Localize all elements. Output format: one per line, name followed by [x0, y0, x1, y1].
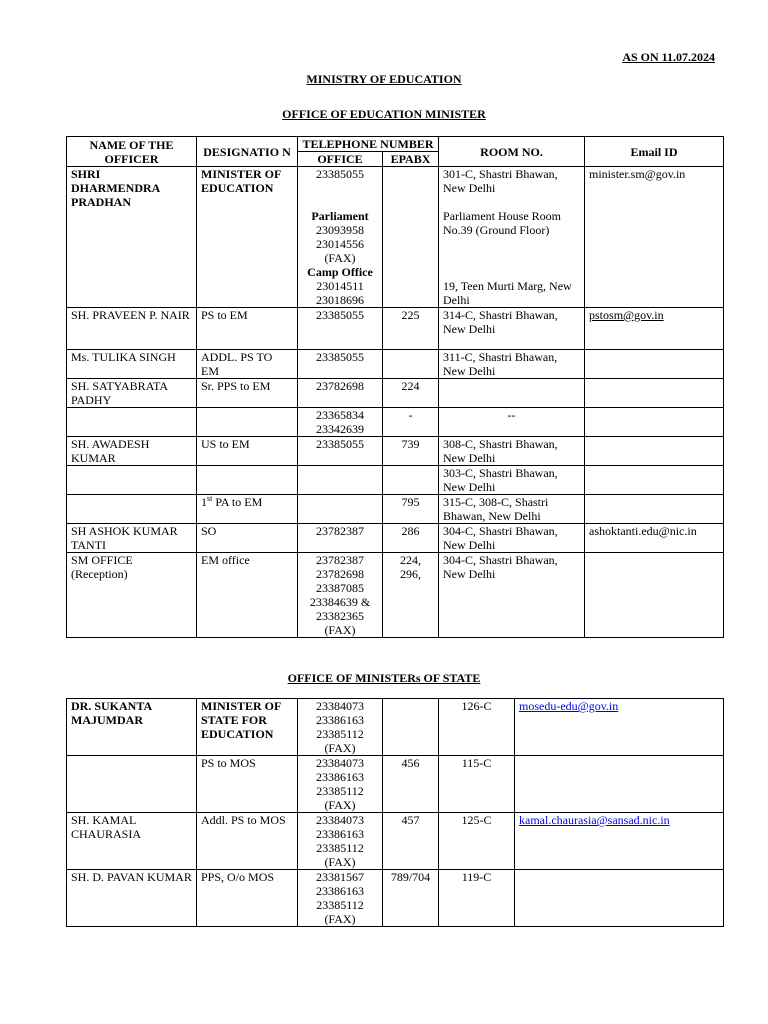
epabx [383, 699, 439, 756]
em-office-table [66, 136, 724, 638]
phone-number: 23014511 [316, 279, 364, 293]
table-row [67, 308, 724, 350]
room-no: 304-C, Shastri Bhawan, New Delhi [439, 553, 585, 638]
table-row [67, 408, 724, 437]
table-row [67, 495, 724, 524]
fax-label: (FAX) [324, 623, 356, 637]
mos-title: OFFICE OF MINISTERs OF STATE [287, 671, 481, 685]
office-phone [298, 553, 383, 638]
phone-number: 23093958 [316, 223, 364, 237]
room-no: 315-C, 308-C, Shastri Bhawan, New Delhi [439, 495, 585, 524]
email-id [515, 756, 724, 813]
office-phone [298, 408, 383, 437]
room-no: 125-C [439, 813, 515, 870]
table-row [67, 524, 724, 553]
as-on-date: AS ON 11.07.2024 [622, 50, 715, 64]
officer-designation: MINISTER OF EDUCATION [197, 167, 298, 308]
col-header-email: Email ID [585, 137, 724, 167]
email-id [585, 379, 724, 408]
officer-designation: PS to MOS [197, 756, 298, 813]
epabx [383, 466, 439, 495]
office-phone: 23782387 [298, 524, 383, 553]
room-no: 311-C, Shastri Bhawan, New Delhi [439, 350, 585, 379]
room-no: 304-C, Shastri Bhawan, New Delhi [439, 524, 585, 553]
table-row [67, 699, 724, 756]
col-header-name: NAME OF THE OFFICER [67, 137, 197, 167]
col-header-telephone: TELEPHONE NUMBER [298, 137, 439, 152]
epabx: 739 [383, 437, 439, 466]
table-row [67, 167, 724, 308]
officer-designation: 1st PA to EM [197, 495, 298, 524]
col-header-room: ROOM NO. [439, 137, 585, 167]
room-address: 19, Teen Murti Marg, New Delhi [443, 279, 572, 307]
epabx: 789/704 [383, 870, 439, 927]
phone-number: 23385055 [316, 167, 364, 181]
officer-name [67, 756, 197, 813]
officer-name: DR. SUKANTA MAJUMDAR [67, 699, 197, 756]
header-row [67, 137, 724, 152]
room-no: 314-C, Shastri Bhawan, New Delhi [439, 308, 585, 350]
office-phone: 23385055 [298, 350, 383, 379]
officer-designation: ADDL. PS TO EM [197, 350, 298, 379]
fax-label: (FAX) [324, 251, 356, 265]
room-no: 126-C [439, 699, 515, 756]
officer-name: Ms. TULIKA SINGH [67, 350, 197, 379]
office-phone [298, 167, 383, 308]
mos-office-table [66, 698, 724, 927]
epabx: 457 [383, 813, 439, 870]
email-id[interactable]: ashoktanti.edu@nic.in [585, 524, 724, 553]
phone-number: 23342639 [316, 422, 364, 436]
email-id [585, 350, 724, 379]
officer-designation: US to EM [197, 437, 298, 466]
officer-designation [197, 466, 298, 495]
office-phone: 23782698 [298, 379, 383, 408]
room-no: 115-C [439, 756, 515, 813]
parliament-label: Parliament [311, 209, 369, 223]
room-no: 308-C, Shastri Bhawan, New Delhi [439, 437, 585, 466]
officer-name: SH ASHOK KUMAR TANTI [67, 524, 197, 553]
epabx: 225 [383, 308, 439, 350]
phone-number: 23014556 [316, 237, 364, 251]
room-no: -- [439, 408, 585, 437]
epabx: 286 [383, 524, 439, 553]
phone-number: 23782698 [316, 567, 364, 581]
officer-designation: Sr. PPS to EM [197, 379, 298, 408]
officer-name: SM OFFICE (Reception) [67, 553, 197, 638]
officer-designation: Addl. PS to MOS [197, 813, 298, 870]
room-no [439, 167, 585, 308]
ministry-title: MINISTRY OF EDUCATION [306, 72, 462, 86]
epabx [383, 350, 439, 379]
table-row [67, 379, 724, 408]
table-row [67, 466, 724, 495]
table-row [67, 553, 724, 638]
officer-name: SH. KAMAL CHAURASIA [67, 813, 197, 870]
col-header-designation: DESIGNATIO N [197, 137, 298, 167]
room-no: 119-C [439, 870, 515, 927]
officer-name: SH. AWADESH KUMAR [67, 437, 197, 466]
phone-number: 23387085 [316, 581, 364, 595]
office-phone: 23384073 23386163 23385112 (FAX) [298, 699, 383, 756]
epabx: 456 [383, 756, 439, 813]
officer-designation: SO [197, 524, 298, 553]
email-id[interactable]: pstosm@gov.in [585, 308, 724, 350]
epabx: - [383, 408, 439, 437]
epabx [383, 167, 439, 308]
office-phone: 23384073 23386163 23385112 (FAX) [298, 813, 383, 870]
phone-number: 23384639 & [309, 595, 371, 609]
office-phone [298, 495, 383, 524]
table-row [67, 870, 724, 927]
table-row [67, 813, 724, 870]
office-title: OFFICE OF EDUCATION MINISTER [282, 107, 486, 121]
room-no: 303-C, Shastri Bhawan, New Delhi [439, 466, 585, 495]
officer-name: SHRI DHARMENDRA PRADHAN [67, 167, 197, 308]
office-phone: 23385055 [298, 308, 383, 350]
table-row [67, 756, 724, 813]
room-address: 301-C, Shastri Bhawan, New Delhi [443, 167, 558, 195]
epabx: 795 [383, 495, 439, 524]
email-link[interactable]: kamal.chaurasia@sansad.nic.in [515, 813, 724, 870]
col-header-office: OFFICE [298, 152, 383, 167]
officer-name: SH. SATYABRATA PADHY [67, 379, 197, 408]
email-id [585, 466, 724, 495]
office-phone [298, 466, 383, 495]
epabx: 224, 296, [383, 553, 439, 638]
table-row [67, 437, 724, 466]
officer-name [67, 408, 197, 437]
phone-number: 23382365 [316, 609, 364, 623]
email-id [585, 437, 724, 466]
room-no [439, 379, 585, 408]
email-id [585, 408, 724, 437]
camp-office-label: Camp Office [307, 265, 373, 279]
epabx: 224 [383, 379, 439, 408]
officer-designation [197, 408, 298, 437]
officer-designation: PPS, O/o MOS [197, 870, 298, 927]
phone-number: 23018696 [316, 293, 364, 307]
officer-designation: PS to EM [197, 308, 298, 350]
office-phone: 23384073 23386163 23385112 (FAX) [298, 756, 383, 813]
office-phone: 23381567 23386163 23385112 (FAX) [298, 870, 383, 927]
email-id [585, 553, 724, 638]
officer-designation: EM office [197, 553, 298, 638]
phone-number: 23782387 [316, 553, 364, 567]
officer-name: SH. D. PAVAN KUMAR [67, 870, 197, 927]
email-id [585, 495, 724, 524]
office-phone: 23385055 [298, 437, 383, 466]
officer-name [67, 466, 197, 495]
table-row [67, 350, 724, 379]
phone-number: 23365834 [316, 408, 364, 422]
col-header-epabx: EPABX [383, 152, 439, 167]
officer-name [67, 495, 197, 524]
email-link[interactable]: mosedu-edu@gov.in [515, 699, 724, 756]
room-address: Parliament House Room No.39 (Ground Floor) [443, 209, 561, 237]
email-id [515, 870, 724, 927]
officer-name: SH. PRAVEEN P. NAIR [67, 308, 197, 350]
officer-designation: MINISTER OF STATE FOR EDUCATION [197, 699, 298, 756]
email-id[interactable]: minister.sm@gov.in [585, 167, 724, 308]
